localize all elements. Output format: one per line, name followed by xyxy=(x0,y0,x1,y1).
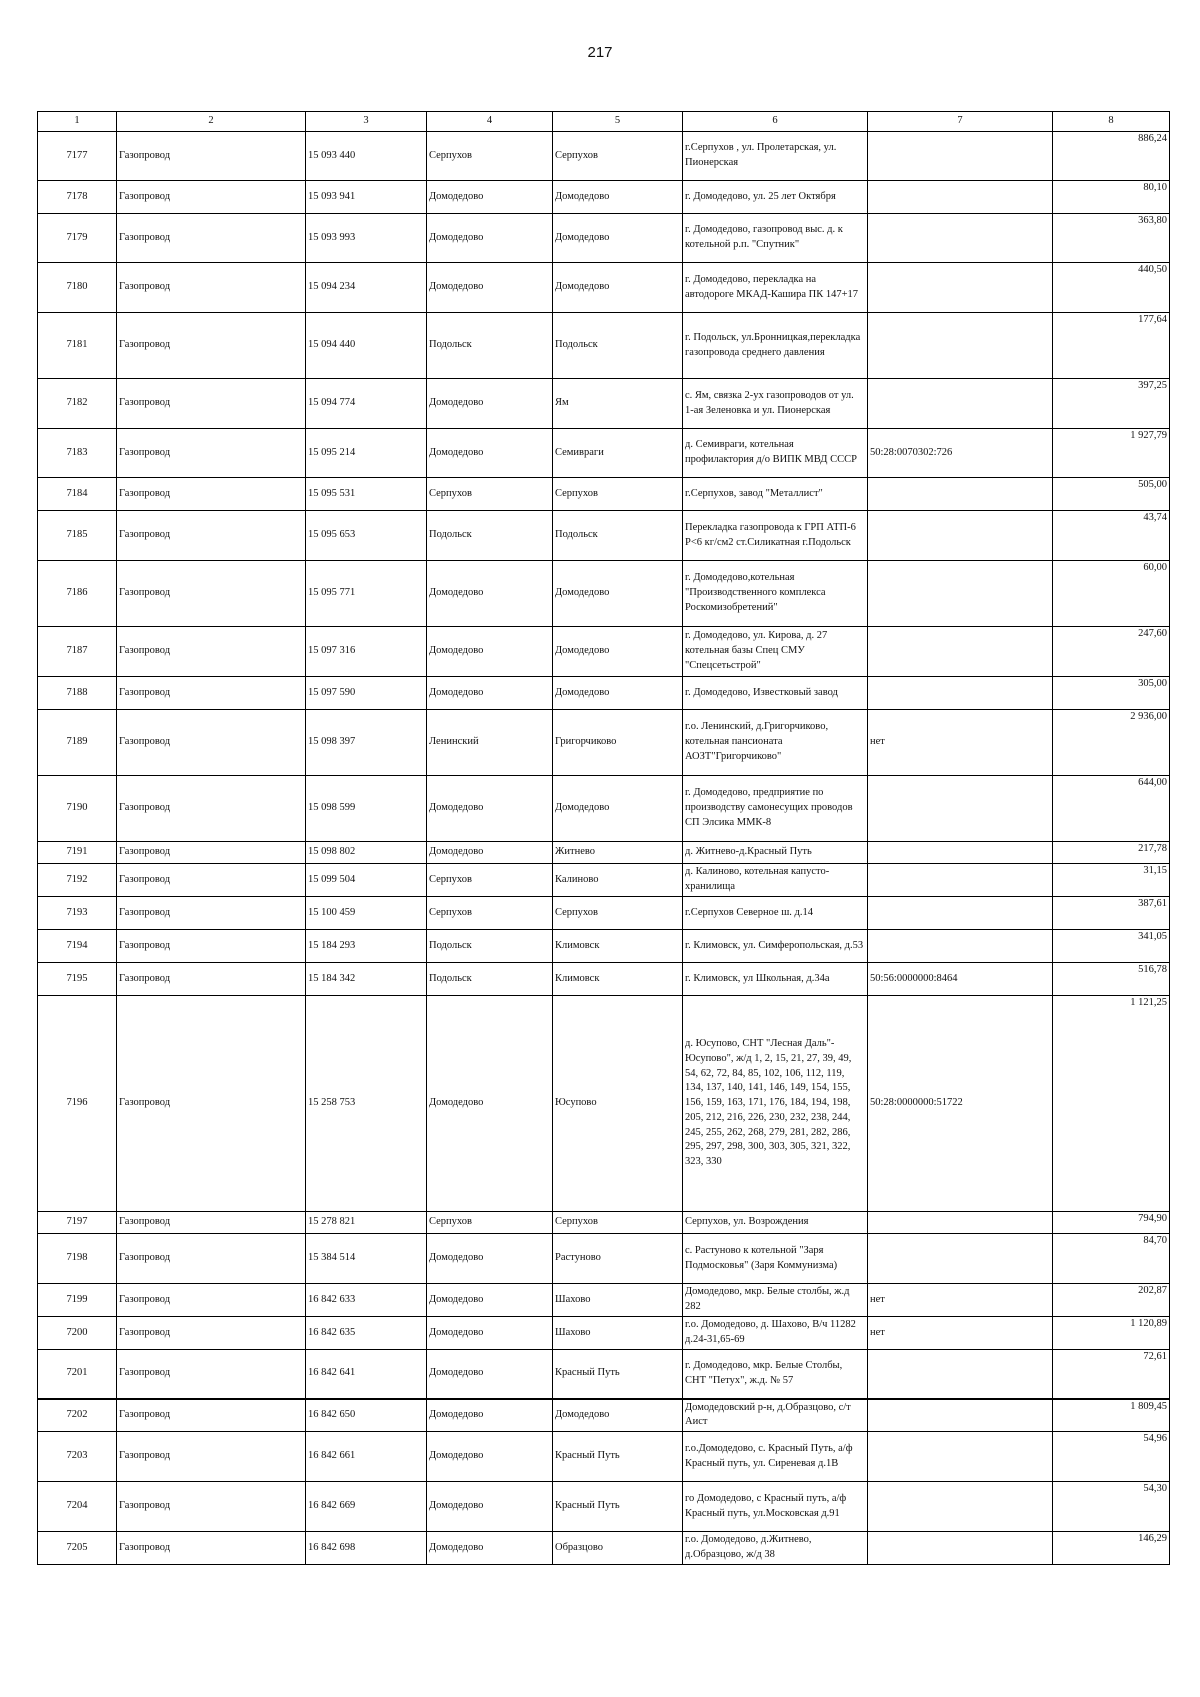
district: Подольск xyxy=(427,963,553,996)
cadastral-number xyxy=(868,263,1053,313)
cadastral-number: 50:56:0000000:8464 xyxy=(868,963,1053,996)
inventory-code: 15 184 342 xyxy=(306,963,427,996)
row-number: 7192 xyxy=(38,864,117,897)
row-number: 7181 xyxy=(38,313,117,379)
address: г.о. Домодедово, д.Житнево, д.Образцово, ж/д 38 xyxy=(683,1532,868,1565)
object-name: Газопровод xyxy=(117,996,306,1212)
inventory-code: 15 384 514 xyxy=(306,1234,427,1284)
district: Домодедово xyxy=(427,627,553,677)
row-number: 7203 xyxy=(38,1432,117,1482)
object-name: Газопровод xyxy=(117,478,306,511)
address: Домодедово, мкр. Белые столбы, ж.д 282 xyxy=(683,1284,868,1317)
address: г.о. Домодедово, д. Шахово, В/ч 11282 д.24-31,65-69 xyxy=(683,1317,868,1350)
cadastral-number xyxy=(868,1482,1053,1532)
address: с. Растуново к котельной "Заря Подмосковья" (Заря Коммунизма) xyxy=(683,1234,868,1284)
cadastral-number xyxy=(868,1234,1053,1284)
locality: Серпухов xyxy=(553,132,683,181)
locality: Домодедово xyxy=(553,263,683,313)
object-name: Газопровод xyxy=(117,1284,306,1317)
value: 387,61 xyxy=(1053,897,1170,930)
address: г. Домодедово, Известковый завод xyxy=(683,677,868,710)
object-name: Газопровод xyxy=(117,214,306,263)
row-number: 7185 xyxy=(38,511,117,561)
object-name: Газопровод xyxy=(117,776,306,842)
row-number: 7201 xyxy=(38,1350,117,1399)
value: 202,87 xyxy=(1053,1284,1170,1317)
address: г. Домодедово, ул. Кирова, д. 27 котельная базы Спец СМУ "Спецсетьстрой" xyxy=(683,627,868,677)
address: го Домодедово, с Красный путь, а/ф Красный путь, ул.Московская д.91 xyxy=(683,1482,868,1532)
address: г. Домодедово, газопровод выс. д. к котельной р.п. "Спутник" xyxy=(683,214,868,263)
district: Подольск xyxy=(427,313,553,379)
district: Серпухов xyxy=(427,478,553,511)
cadastral-number xyxy=(868,181,1053,214)
value: 1 927,79 xyxy=(1053,429,1170,478)
value: 397,25 xyxy=(1053,379,1170,429)
cadastral-number xyxy=(868,1532,1053,1565)
locality: Ям xyxy=(553,379,683,429)
row-number: 7178 xyxy=(38,181,117,214)
value: 341,05 xyxy=(1053,930,1170,963)
value: 72,61 xyxy=(1053,1350,1170,1399)
inventory-code: 15 100 459 xyxy=(306,897,427,930)
object-name: Газопровод xyxy=(117,379,306,429)
address: г.Серпухов , ул. Пролетарская, ул. Пионерская xyxy=(683,132,868,181)
object-name: Газопровод xyxy=(117,864,306,897)
object-name: Газопровод xyxy=(117,963,306,996)
locality: Климовск xyxy=(553,930,683,963)
row-number: 7204 xyxy=(38,1482,117,1532)
object-name: Газопровод xyxy=(117,842,306,864)
inventory-code: 15 094 234 xyxy=(306,263,427,313)
cadastral-number xyxy=(868,1399,1053,1432)
district: Домодедово xyxy=(427,214,553,263)
column-header: 7 xyxy=(868,112,1053,132)
column-header: 1 xyxy=(38,112,117,132)
cadastral-number: нет xyxy=(868,710,1053,776)
value: 43,74 xyxy=(1053,511,1170,561)
district: Домодедово xyxy=(427,996,553,1212)
object-name: Газопровод xyxy=(117,1317,306,1350)
row-number: 7194 xyxy=(38,930,117,963)
value: 1 809,45 xyxy=(1053,1399,1170,1432)
column-header: 3 xyxy=(306,112,427,132)
row-number: 7199 xyxy=(38,1284,117,1317)
locality: Растуново xyxy=(553,1234,683,1284)
cadastral-number: нет xyxy=(868,1317,1053,1350)
locality: Красный Путь xyxy=(553,1432,683,1482)
district: Домодедово xyxy=(427,1234,553,1284)
value: 363,80 xyxy=(1053,214,1170,263)
locality: Серпухов xyxy=(553,897,683,930)
object-name: Газопровод xyxy=(117,1532,306,1565)
row-number: 7190 xyxy=(38,776,117,842)
address: г.Серпухов, завод "Металлист" xyxy=(683,478,868,511)
page-number: 217 xyxy=(587,44,613,61)
cadastral-number xyxy=(868,897,1053,930)
value: 1 121,25 xyxy=(1053,996,1170,1212)
row-number: 7189 xyxy=(38,710,117,776)
object-name: Газопровод xyxy=(117,1432,306,1482)
cadastral-number xyxy=(868,313,1053,379)
cadastral-number xyxy=(868,511,1053,561)
locality: Домодедово xyxy=(553,1399,683,1432)
object-name: Газопровод xyxy=(117,627,306,677)
locality: Домодедово xyxy=(553,214,683,263)
district: Домодедово xyxy=(427,1399,553,1432)
cadastral-number: 50:28:0000000:51722 xyxy=(868,996,1053,1212)
inventory-code: 15 095 771 xyxy=(306,561,427,627)
column-header: 2 xyxy=(117,112,306,132)
value: 146,29 xyxy=(1053,1532,1170,1565)
inventory-code: 15 097 316 xyxy=(306,627,427,677)
district: Домодедово xyxy=(427,1317,553,1350)
locality: Григорчиково xyxy=(553,710,683,776)
cadastral-number: нет xyxy=(868,1284,1053,1317)
value: 794,90 xyxy=(1053,1212,1170,1234)
district: Подольск xyxy=(427,930,553,963)
cadastral-number xyxy=(868,478,1053,511)
object-name: Газопровод xyxy=(117,897,306,930)
district: Домодедово xyxy=(427,1284,553,1317)
locality: Подольск xyxy=(553,511,683,561)
object-name: Газопровод xyxy=(117,677,306,710)
inventory-code: 16 842 633 xyxy=(306,1284,427,1317)
address: г. Домодедово, перекладка на автодороге МКАД-Кашира ПК 147+17 xyxy=(683,263,868,313)
inventory-code: 15 093 993 xyxy=(306,214,427,263)
inventory-code: 15 093 941 xyxy=(306,181,427,214)
address: г. Домодедово,котельная "Производственного комплекса Роскомизобретений" xyxy=(683,561,868,627)
district: Серпухов xyxy=(427,897,553,930)
column-header: 6 xyxy=(683,112,868,132)
inventory-code: 15 095 531 xyxy=(306,478,427,511)
locality: Серпухов xyxy=(553,478,683,511)
district: Домодедово xyxy=(427,263,553,313)
inventory-code: 15 097 590 xyxy=(306,677,427,710)
row-number: 7188 xyxy=(38,677,117,710)
cadastral-number xyxy=(868,1432,1053,1482)
cadastral-number xyxy=(868,379,1053,429)
district: Домодедово xyxy=(427,842,553,864)
value: 516,78 xyxy=(1053,963,1170,996)
district: Серпухов xyxy=(427,1212,553,1234)
object-name: Газопровод xyxy=(117,1212,306,1234)
locality: Домодедово xyxy=(553,627,683,677)
cadastral-number xyxy=(868,842,1053,864)
inventory-code: 15 095 214 xyxy=(306,429,427,478)
inventory-code: 16 842 698 xyxy=(306,1532,427,1565)
value: 305,00 xyxy=(1053,677,1170,710)
object-name: Газопровод xyxy=(117,313,306,379)
value: 177,64 xyxy=(1053,313,1170,379)
district: Домодедово xyxy=(427,561,553,627)
value: 84,70 xyxy=(1053,1234,1170,1284)
value: 80,10 xyxy=(1053,181,1170,214)
locality: Климовск xyxy=(553,963,683,996)
row-number: 7177 xyxy=(38,132,117,181)
value: 2 936,00 xyxy=(1053,710,1170,776)
cadastral-number xyxy=(868,1350,1053,1399)
object-name: Газопровод xyxy=(117,429,306,478)
address: д. Калиново, котельная капусто-хранилища xyxy=(683,864,868,897)
column-header: 4 xyxy=(427,112,553,132)
address: г. Климовск, ул. Симферопольская, д.53 xyxy=(683,930,868,963)
locality: Домодедово xyxy=(553,561,683,627)
cadastral-number xyxy=(868,864,1053,897)
inventory-code: 15 278 821 xyxy=(306,1212,427,1234)
object-name: Газопровод xyxy=(117,263,306,313)
row-number: 7198 xyxy=(38,1234,117,1284)
row-number: 7180 xyxy=(38,263,117,313)
locality: Семивраги xyxy=(553,429,683,478)
column-header: 5 xyxy=(553,112,683,132)
district: Серпухов xyxy=(427,864,553,897)
address: д. Юсупово, СНТ "Лесная Даль"-Юсупово", ж/д 1, 2, 15, 21, 27, 39, 49, 54, 62, 72, 84, 85, 102, 106, 112, 119, 134, 137, 140, 141, 146, 149, 154, 155, 156, 159, 163, 171, 176, 184, 194, 198, 205, 212, 216, 226, 230, 232, 238, 244, 245, 255, 262, 268, 279, 281, 282, 286, 295, 297, 298, 300, 303, 305, 321, 322, 323, 330 xyxy=(683,996,868,1212)
district: Домодедово xyxy=(427,1432,553,1482)
address: с. Ям, связка 2-ух газопроводов от ул. 1-ая Зеленовка и ул. Пионерская xyxy=(683,379,868,429)
district: Домодедово xyxy=(427,379,553,429)
object-name: Газопровод xyxy=(117,1399,306,1432)
row-number: 7191 xyxy=(38,842,117,864)
cadastral-number: 50:28:0070302:726 xyxy=(868,429,1053,478)
row-number: 7186 xyxy=(38,561,117,627)
locality: Юсупово xyxy=(553,996,683,1212)
district: Подольск xyxy=(427,511,553,561)
district: Домодедово xyxy=(427,776,553,842)
value: 440,50 xyxy=(1053,263,1170,313)
object-name: Газопровод xyxy=(117,181,306,214)
cadastral-number xyxy=(868,214,1053,263)
row-number: 7202 xyxy=(38,1399,117,1432)
object-name: Газопровод xyxy=(117,930,306,963)
column-number-row xyxy=(38,112,1170,132)
locality: Красный Путь xyxy=(553,1350,683,1399)
cadastral-number xyxy=(868,930,1053,963)
value: 217,78 xyxy=(1053,842,1170,864)
row-number: 7183 xyxy=(38,429,117,478)
object-name: Газопровод xyxy=(117,1234,306,1284)
row-number: 7195 xyxy=(38,963,117,996)
object-name: Газопровод xyxy=(117,1350,306,1399)
district: Домодедово xyxy=(427,677,553,710)
address: г. Климовск, ул Школьная, д.34а xyxy=(683,963,868,996)
inventory-code: 16 842 635 xyxy=(306,1317,427,1350)
cadastral-number xyxy=(868,1212,1053,1234)
district: Ленинский xyxy=(427,710,553,776)
row-number: 7182 xyxy=(38,379,117,429)
inventory-code: 15 098 802 xyxy=(306,842,427,864)
locality: Шахово xyxy=(553,1284,683,1317)
address: г.Серпухов Северное ш. д.14 xyxy=(683,897,868,930)
locality: Образцово xyxy=(553,1532,683,1565)
address: г. Домодедово, мкр. Белые Столбы, СНТ "Петух", ж.д. № 57 xyxy=(683,1350,868,1399)
row-number: 7197 xyxy=(38,1212,117,1234)
address: г. Подольск, ул.Бронницкая,перекладка газопровода среднего давления xyxy=(683,313,868,379)
address: г.о. Ленинский, д.Григорчиково, котельная пансионата АОЗТ"Григорчиково" xyxy=(683,710,868,776)
address: д. Житнево-д.Красный Путь xyxy=(683,842,868,864)
locality: Домодедово xyxy=(553,181,683,214)
object-name: Газопровод xyxy=(117,132,306,181)
inventory-code: 15 093 440 xyxy=(306,132,427,181)
row-number: 7187 xyxy=(38,627,117,677)
column-header: 8 xyxy=(1053,112,1170,132)
locality: Серпухов xyxy=(553,1212,683,1234)
district: Домодедово xyxy=(427,181,553,214)
address: Перекладка газопровода к ГРП АТП-6 Р<6 кг/см2 ст.Силикатная г.Подольск xyxy=(683,511,868,561)
row-number: 7193 xyxy=(38,897,117,930)
row-number: 7200 xyxy=(38,1317,117,1350)
locality: Житнево xyxy=(553,842,683,864)
registry-table xyxy=(37,111,1170,1565)
locality: Калиново xyxy=(553,864,683,897)
row-number: 7179 xyxy=(38,214,117,263)
object-name: Газопровод xyxy=(117,561,306,627)
inventory-code: 15 098 599 xyxy=(306,776,427,842)
value: 60,00 xyxy=(1053,561,1170,627)
row-number: 7184 xyxy=(38,478,117,511)
object-name: Газопровод xyxy=(117,511,306,561)
address: Домодедовский р-н, д.Образцово, с/т Аист xyxy=(683,1399,868,1432)
inventory-code: 15 184 293 xyxy=(306,930,427,963)
inventory-code: 15 094 440 xyxy=(306,313,427,379)
address: г. Домодедово, ул. 25 лет Октября xyxy=(683,181,868,214)
inventory-code: 16 842 641 xyxy=(306,1350,427,1399)
district: Серпухов xyxy=(427,132,553,181)
district: Домодедово xyxy=(427,1532,553,1565)
locality: Подольск xyxy=(553,313,683,379)
inventory-code: 16 842 650 xyxy=(306,1399,427,1432)
address: д. Семивраги, котельная профилактория д/о ВИПК МВД СССР xyxy=(683,429,868,478)
inventory-code: 15 094 774 xyxy=(306,379,427,429)
value: 1 120,89 xyxy=(1053,1317,1170,1350)
value: 247,60 xyxy=(1053,627,1170,677)
address: г. Домодедово, предприятие по производству самонесущих проводов СП Элсика ММК-8 xyxy=(683,776,868,842)
value: 54,96 xyxy=(1053,1432,1170,1482)
cadastral-number xyxy=(868,132,1053,181)
object-name: Газопровод xyxy=(117,1482,306,1532)
district: Домодедово xyxy=(427,429,553,478)
locality: Шахово xyxy=(553,1317,683,1350)
value: 644,00 xyxy=(1053,776,1170,842)
inventory-code: 15 099 504 xyxy=(306,864,427,897)
locality: Домодедово xyxy=(553,677,683,710)
value: 886,24 xyxy=(1053,132,1170,181)
inventory-code: 16 842 661 xyxy=(306,1432,427,1482)
inventory-code: 15 258 753 xyxy=(306,996,427,1212)
inventory-code: 15 095 653 xyxy=(306,511,427,561)
address: г.о.Домодедово, с. Красный Путь, а/ф Красный путь, ул. Сиреневая д.1В xyxy=(683,1432,868,1482)
inventory-code: 16 842 669 xyxy=(306,1482,427,1532)
value: 54,30 xyxy=(1053,1482,1170,1532)
object-name: Газопровод xyxy=(117,710,306,776)
cadastral-number xyxy=(868,677,1053,710)
district: Домодедово xyxy=(427,1482,553,1532)
cadastral-number xyxy=(868,776,1053,842)
cadastral-number xyxy=(868,627,1053,677)
cadastral-number xyxy=(868,561,1053,627)
locality: Красный Путь xyxy=(553,1482,683,1532)
row-number: 7196 xyxy=(38,996,117,1212)
value: 31,15 xyxy=(1053,864,1170,897)
address: Серпухов, ул. Возрождения xyxy=(683,1212,868,1234)
inventory-code: 15 098 397 xyxy=(306,710,427,776)
district: Домодедово xyxy=(427,1350,553,1399)
locality: Домодедово xyxy=(553,776,683,842)
value: 505,00 xyxy=(1053,478,1170,511)
row-number: 7205 xyxy=(38,1532,117,1565)
